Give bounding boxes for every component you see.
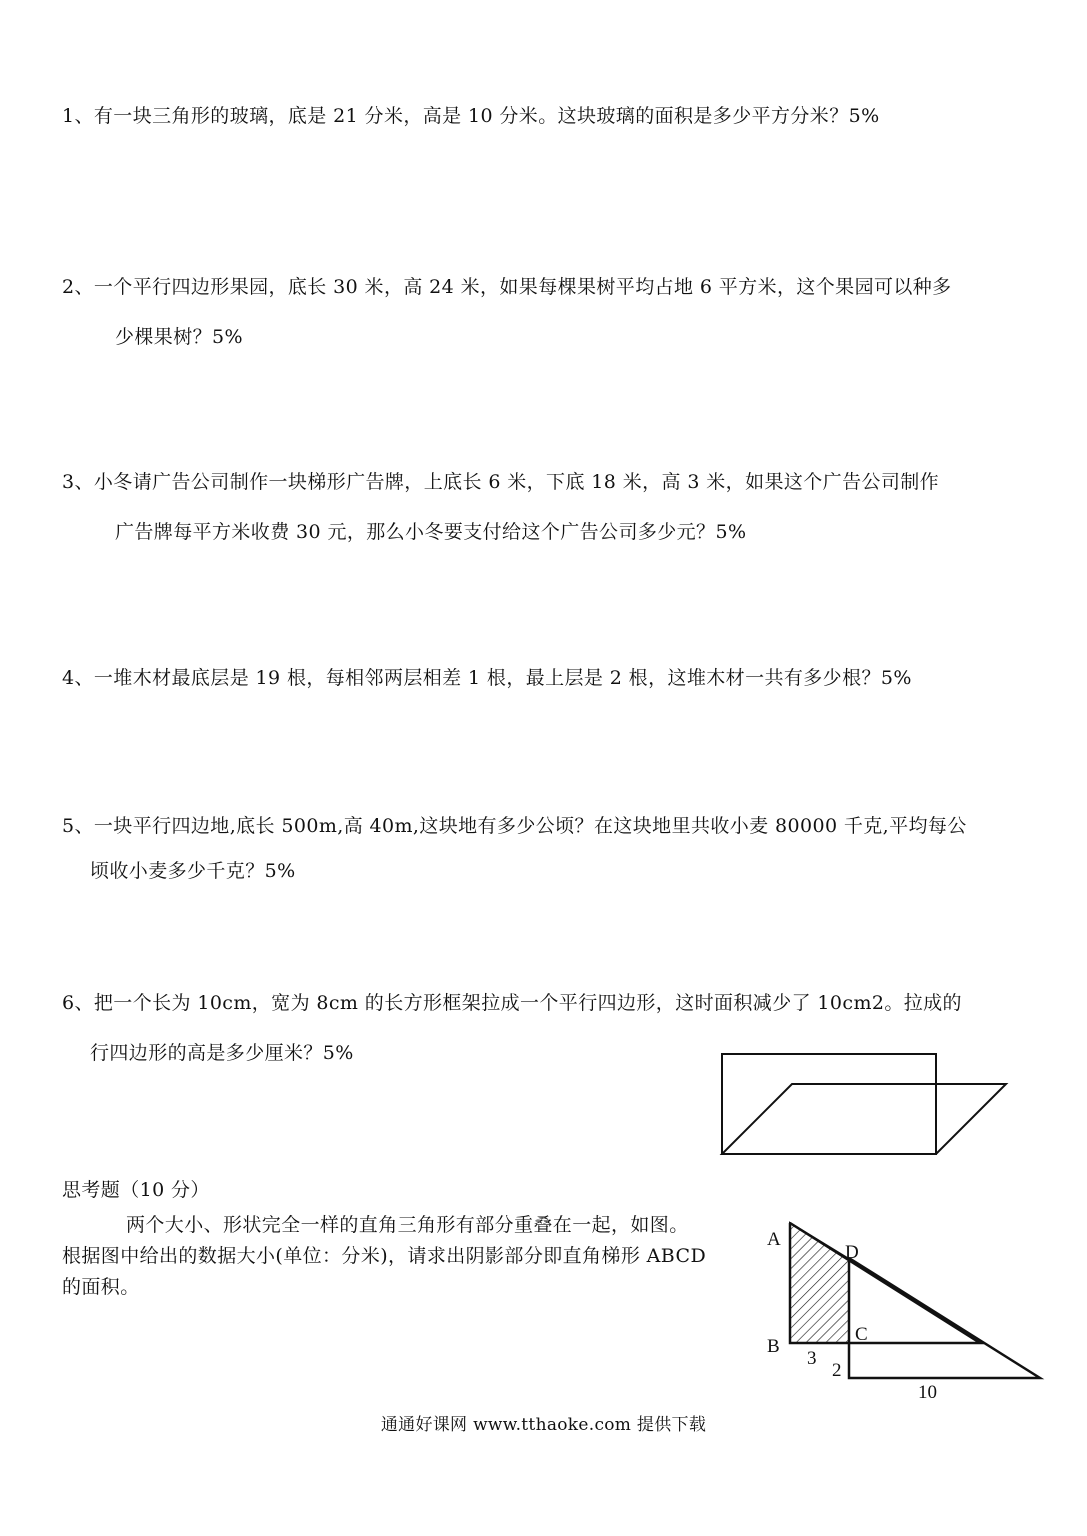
label-a: A [767, 1229, 781, 1250]
label-2: 2 [832, 1360, 842, 1381]
question-3-line-2: 广告牌每平方米收费 30 元，那么小冬要支付给这个广告公司多少元？5% [115, 521, 747, 543]
triangle-two [849, 1258, 1040, 1378]
thinking-line-1: 两个大小、形状完全一样的直角三角形有部分重叠在一起，如图。 [126, 1214, 689, 1236]
thinking-line-2: 根据图中给出的数据大小(单位：分米)，请求出阴影部分即直角梯形 ABCD [62, 1245, 707, 1267]
question-6-line-1: 6、把一个长为 10cm，宽为 8cm 的长方形框架拉成一个平行四边形，这时面积减少了 10cm2。拉成的 [62, 992, 962, 1014]
thinking-title: 思考题（10 分） [62, 1179, 210, 1201]
question-1: 1、有一块三角形的玻璃，底是 21 分米，高是 10 分米。这块玻璃的面积是多少平方分米？5% [62, 105, 880, 127]
question-5-line-1: 5、一块平行四边地,底长 500m,高 40m,这块地有多少公顷？在这块地里共收小麦 80000 千克,平均每公 [62, 815, 967, 837]
question-2-line-2: 少棵果树？5% [115, 326, 243, 348]
label-3: 3 [807, 1348, 817, 1369]
label-10: 10 [918, 1382, 937, 1403]
question-3-line-1: 3、小冬请广告公司制作一块梯形广告牌，上底长 6 米，下底 18 米，高 3 米，如果这个广告公司制作 [62, 471, 940, 493]
label-c: C [855, 1324, 868, 1345]
question-5-line-2: 顷收小麦多少千克？5% [90, 860, 296, 882]
label-d: D [845, 1242, 859, 1263]
question-4: 4、一堆木材最底层是 19 根，每相邻两层相差 1 根，最上层是 2 根，这堆木材一共有多少根？5% [62, 667, 912, 689]
question-2-line-1: 2、一个平行四边形果园，底长 30 米，高 24 米，如果每棵果树平均占地 6 平方米，这个果园可以种多 [62, 276, 952, 298]
question-6-line-2: 行四边形的高是多少厘米？5% [90, 1042, 354, 1064]
label-b: B [767, 1336, 780, 1357]
thinking-line-3: 的面积。 [62, 1276, 140, 1298]
footer-source: 通通好课网 www.tthaoke.com 提供下载 [380, 1415, 707, 1435]
